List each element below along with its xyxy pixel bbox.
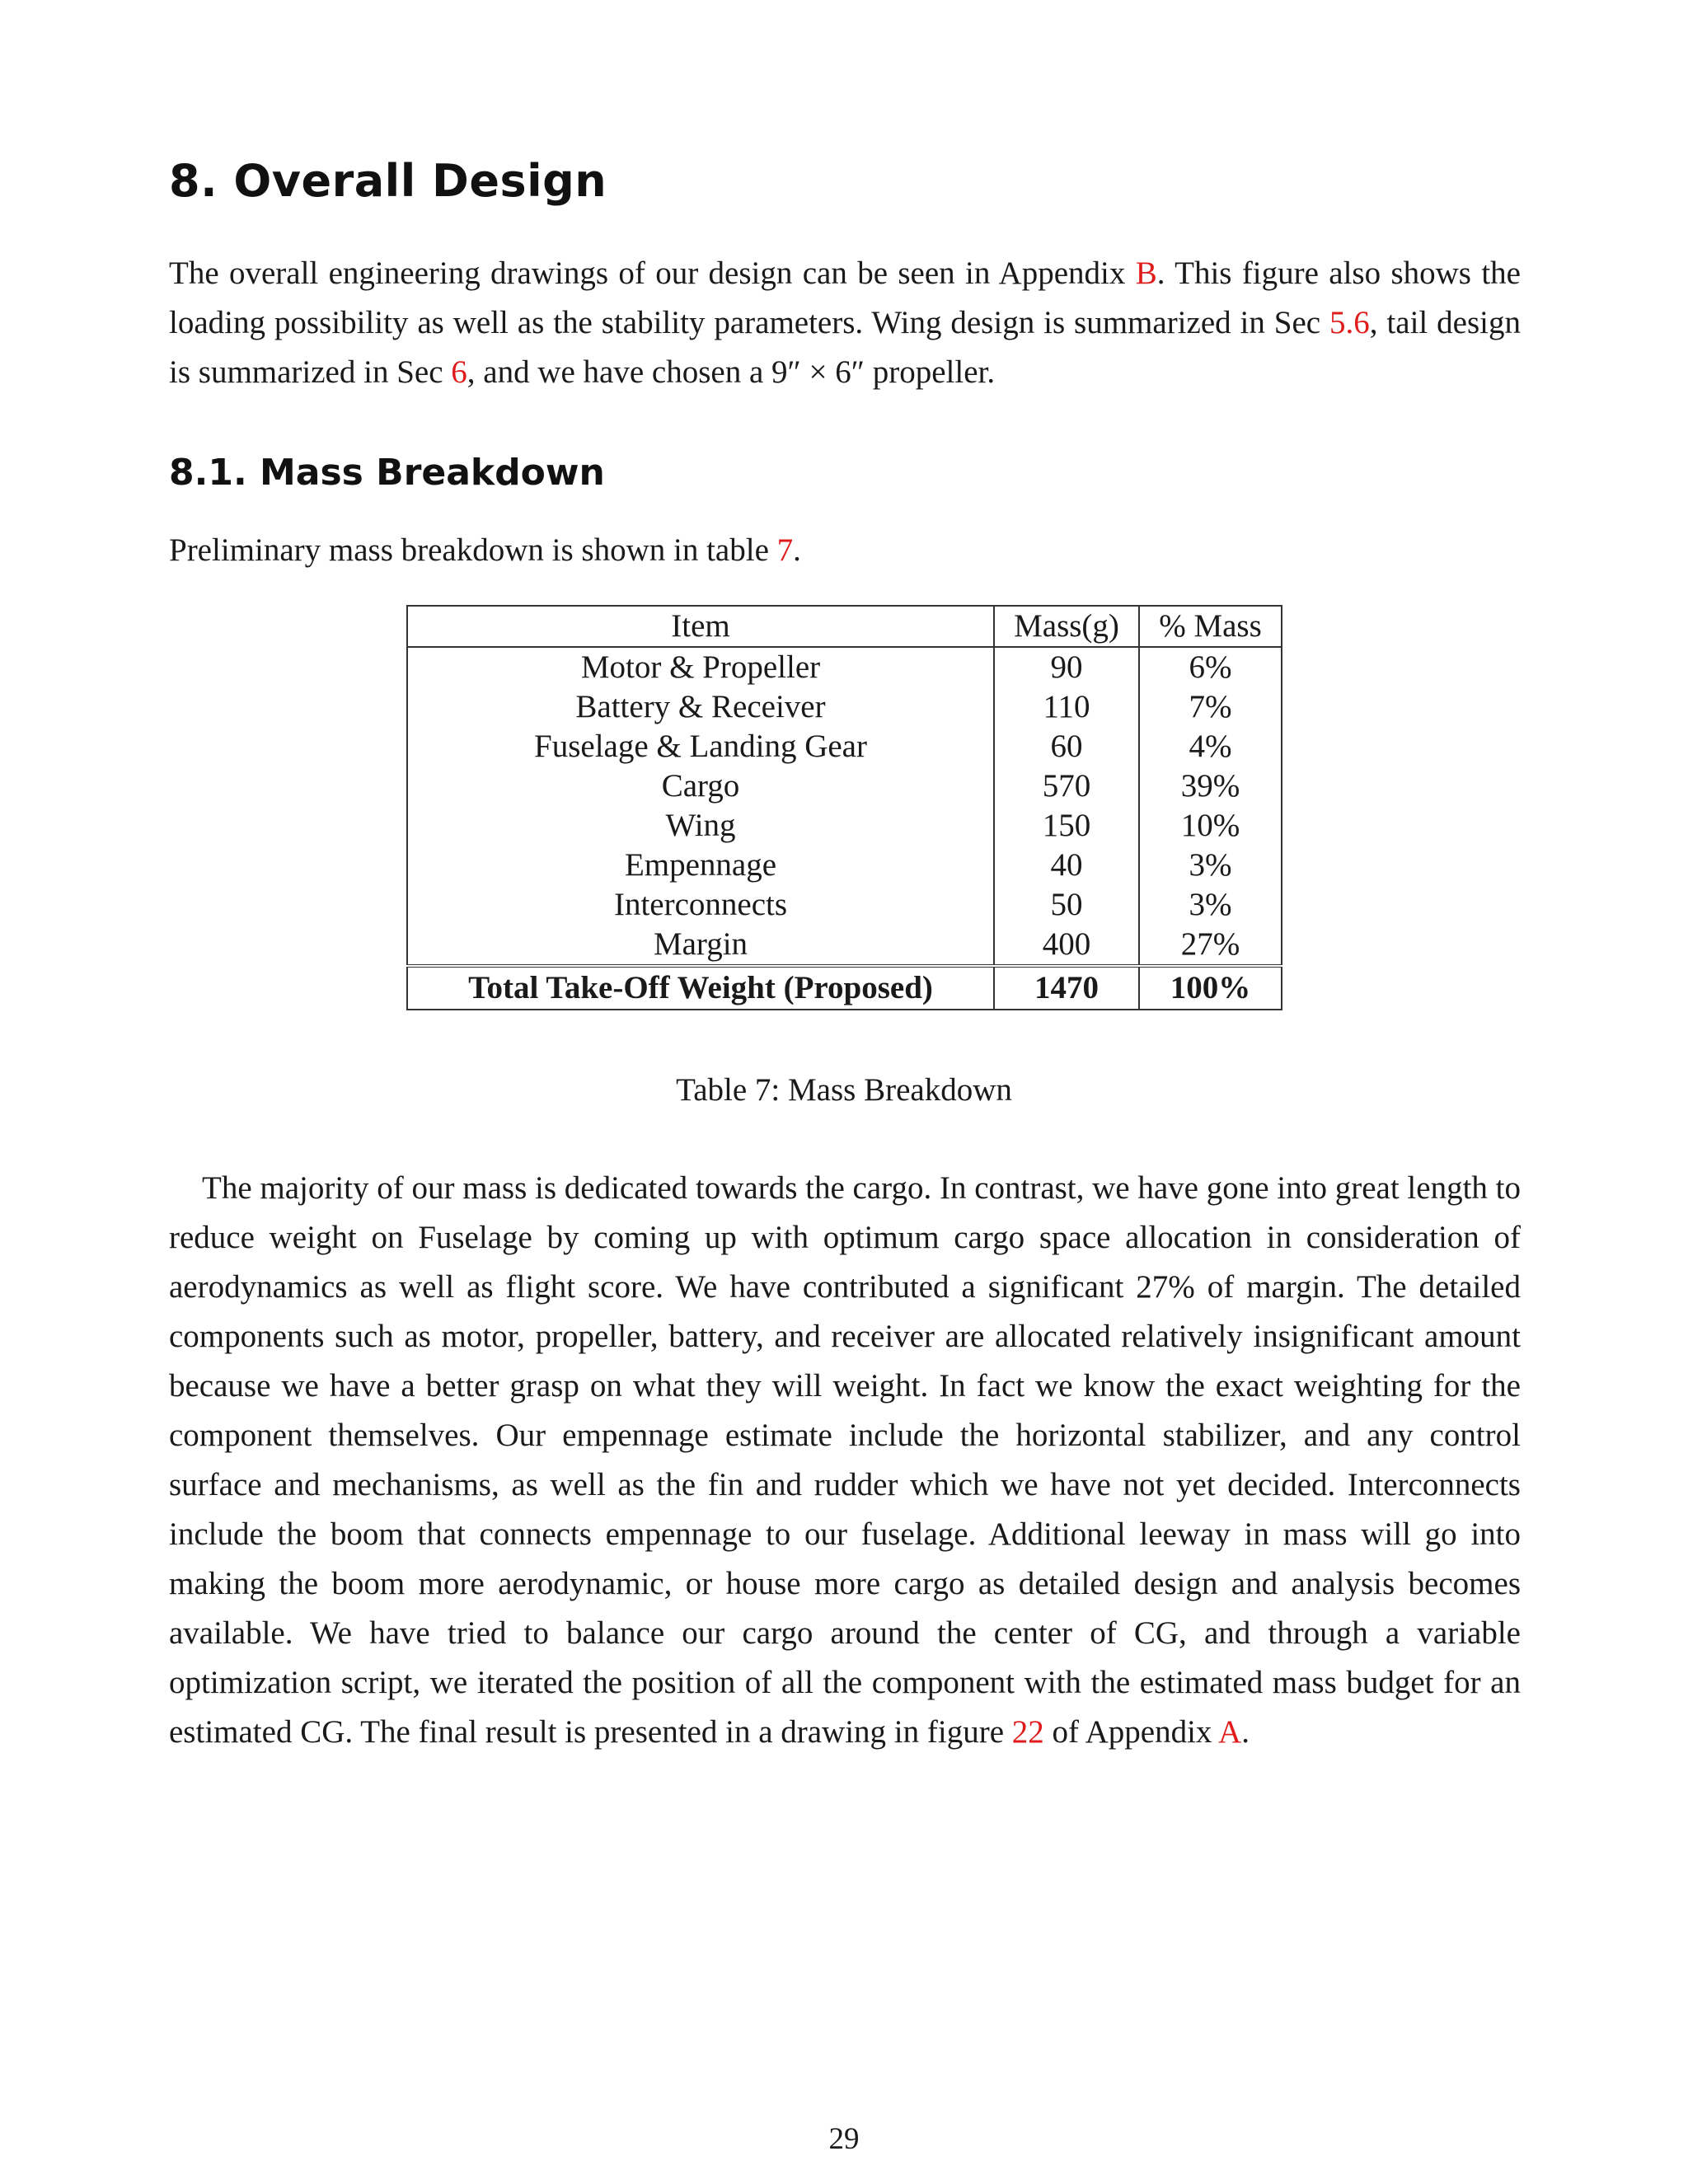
subintro-paragraph (169, 526, 1521, 575)
cell-percent: 6% (1189, 649, 1232, 685)
cell-mass: 40 (994, 846, 1139, 885)
body-text-1: The majority of our mass is dedicated towards the cargo. In contrast, we have gone into great length to reduce weight on Fuselage by coming up with optimum cargo space allocation in consideration of aerodynamics as well as flight score. We have contributed a significant 27% of margin. The detailed components such as motor, propeller, battery, and receiver are allocated relatively insignificant amount because we have a better grasp on what they will weight. In fact we know the exact weighting for the component themselves. Our empennage estimate include the horizontal stabilizer, and any control surface and mechanisms, as well as the fin and rudder which we have not yet decided. Interconnects include the boom that connects empennage to our fuselage. Additional leeway in mass will go into making the boom more aerodynamic, or house more cargo as detailed design and analysis becomes available. We have tried to balance our cargo around the center of CG, and through a variable optimization script, we iterated the position of all the component with the estimated mass budget for an estimated CG. The final result is presented in a drawing in figure (169, 1170, 1521, 1750)
cell-item: Motor & Propeller (407, 647, 994, 687)
cell-mass: 110 (994, 687, 1139, 727)
mass-breakdown-table (406, 605, 1282, 1010)
header-item: Item (407, 606, 994, 647)
header-percent: % Mass (1139, 606, 1282, 647)
cell-percent: 39% (1180, 768, 1240, 804)
cell-percent: 3% (1189, 887, 1232, 922)
cell-mass: 150 (994, 806, 1139, 846)
table-caption: Table 7: Mass Breakdown (676, 1072, 1012, 1108)
page-number: 29 (828, 2122, 860, 2156)
cell-percent: 3% (1189, 847, 1232, 883)
section-5-6-link[interactable]: 5.6 (1329, 305, 1370, 340)
intro-text-3: , tail design is summarized in Sec (169, 305, 1522, 390)
subintro-text-1: Preliminary mass breakdown is shown in table (169, 532, 777, 568)
appendix-a-link[interactable]: A (1218, 1714, 1242, 1750)
table-row (407, 806, 1282, 846)
appendix-b-link[interactable]: B (1135, 255, 1157, 291)
table-row (407, 727, 1282, 766)
total-row (407, 966, 1282, 1010)
body-paragraph (169, 1164, 1521, 1757)
cell-mass: 570 (994, 766, 1139, 806)
body-text-2: of Appendix (1043, 1714, 1219, 1750)
cell-percent: 10% (1180, 808, 1240, 843)
intro-text-1: The overall engineering drawings of our design can be seen in Appendix (169, 255, 1136, 291)
table-row (407, 885, 1282, 925)
cell-mass: 90 (994, 647, 1139, 687)
subsection-heading: 8.1. Mass Breakdown (169, 452, 605, 494)
table-row (407, 925, 1282, 966)
cell-item: Fuselage & Landing Gear (407, 727, 994, 766)
intro-text-2: . This figure also shows the loading possibility as well as the stability parameters. Wing design is summarized in Sec (169, 255, 1521, 340)
cell-item: Cargo (407, 766, 994, 806)
body-text-3: . (1241, 1714, 1250, 1750)
total-percent: 100% (1139, 966, 1282, 1010)
section-heading: 8. Overall Design (169, 155, 607, 207)
subintro-text-2: . (793, 532, 801, 568)
table-row (407, 846, 1282, 885)
cell-percent: 7% (1189, 689, 1232, 724)
total-mass: 1470 (994, 966, 1139, 1010)
intro-text-4: , and we have chosen a 9″ × 6″ propeller. (467, 354, 996, 390)
table-7-link[interactable]: 7 (776, 532, 794, 568)
header-mass: Mass(g) (994, 606, 1139, 647)
table-row (407, 647, 1282, 687)
table-row (407, 766, 1282, 806)
cell-mass: 400 (994, 925, 1139, 966)
figure-22-link[interactable]: 22 (1011, 1714, 1044, 1750)
total-item: Total Take-Off Weight (Proposed) (407, 966, 994, 1010)
cell-percent: 4% (1189, 729, 1232, 764)
table-header-row (407, 606, 1282, 647)
cell-item: Battery & Receiver (407, 687, 994, 727)
cell-mass: 60 (994, 727, 1139, 766)
cell-mass: 50 (994, 885, 1139, 925)
section-6-link[interactable]: 6 (451, 354, 467, 390)
cell-percent: 27% (1180, 926, 1240, 962)
cell-item: Wing (407, 806, 994, 846)
cell-item: Interconnects (407, 885, 994, 925)
cell-item: Margin (407, 925, 994, 966)
table-row (407, 687, 1282, 727)
cell-item: Empennage (407, 846, 994, 885)
intro-paragraph (169, 249, 1521, 397)
